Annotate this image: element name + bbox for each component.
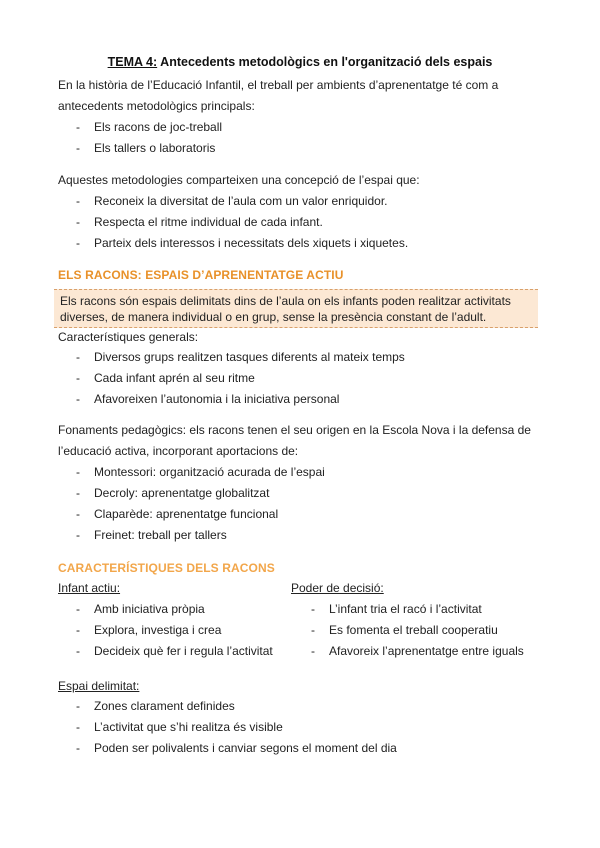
- intro-paragraph: En la història de l’Educació Infantil, el treball per ambients d’aprenentatge té com a antecedents metodològics principals:: [58, 78, 499, 113]
- list-item: - Claparède: aprenentatge funcional: [76, 507, 279, 521]
- list-item: - Decideix què fer i regula l’activitat: [76, 644, 273, 658]
- title-text: Antecedents metodològics en l'organització dels espais: [157, 55, 493, 69]
- list-item: - Montessori: organització acurada de l’espai: [76, 465, 325, 479]
- list-item: - Els tallers o laboratoris: [76, 141, 216, 155]
- infant-actiu-label: Infant actiu:: [58, 581, 121, 595]
- list-item: - Cada infant aprén al seu ritme: [76, 371, 255, 385]
- list-item: - L’infant tria el racó i l’activitat: [311, 602, 482, 616]
- poder-decisio-label: Poder de decisió:: [291, 581, 384, 595]
- list-item: - Amb iniciativa pròpia: [76, 602, 205, 616]
- list-item: - Explora, investiga i crea: [76, 623, 222, 637]
- concept-intro: Aquestes metodologies comparteixen una concepció de l’espai que:: [58, 173, 420, 187]
- foundations-paragraph: Fonaments pedagògics: els racons tenen el seu origen en la Escola Nova i la defensa de l’educació activa, incorporant aportacions de:: [58, 423, 531, 458]
- list-item: - Poden ser polivalents i canviar segons el moment del dia: [76, 741, 397, 755]
- list-item: - Freinet: treball per tallers: [76, 528, 227, 542]
- list-item: - Diversos grups realitzen tasques diferents al mateix temps: [76, 350, 405, 364]
- general-label: Característiques generals:: [58, 330, 199, 344]
- definition-callout: Els racons són espais delimitats dins de l’aula on els infants poden realitzar activitats diverses, de manera individual o en grup, sense la presència constant de l’adult.: [54, 289, 538, 328]
- section-heading-caracteristiques: CARACTERÍSTIQUES DELS RACONS: [58, 561, 275, 575]
- section-heading-racons: ELS RACONS: ESPAIS D’APRENENTATGE ACTIU: [58, 268, 344, 282]
- list-item: - Afavoreixen l’autonomia i la iniciativa personal: [76, 392, 340, 406]
- list-item: - Decroly: aprenentatge globalitzat: [76, 486, 270, 500]
- list-item: - Els racons de joc-treball: [76, 120, 223, 134]
- list-item: - Afavoreix l’aprenentatge entre iguals: [311, 644, 524, 658]
- list-item: - L’activitat que s’hi realitza és visible: [76, 720, 283, 734]
- list-item: - Respecta el ritme individual de cada infant.: [76, 215, 323, 229]
- page-title: [0, 55, 600, 69]
- list-item: - Parteix dels interessos i necessitats dels xiquets i xiquetes.: [76, 236, 409, 250]
- list-item: - Es fomenta el treball cooperatiu: [311, 623, 498, 637]
- list-item: - Reconeix la diversitat de l’aula com un valor enriquidor.: [76, 194, 388, 208]
- title-prefix: TEMA 4:: [107, 55, 158, 69]
- espai-delimitat-label: Espai delimitat:: [58, 679, 140, 693]
- list-item: - Zones clarament definides: [76, 699, 235, 713]
